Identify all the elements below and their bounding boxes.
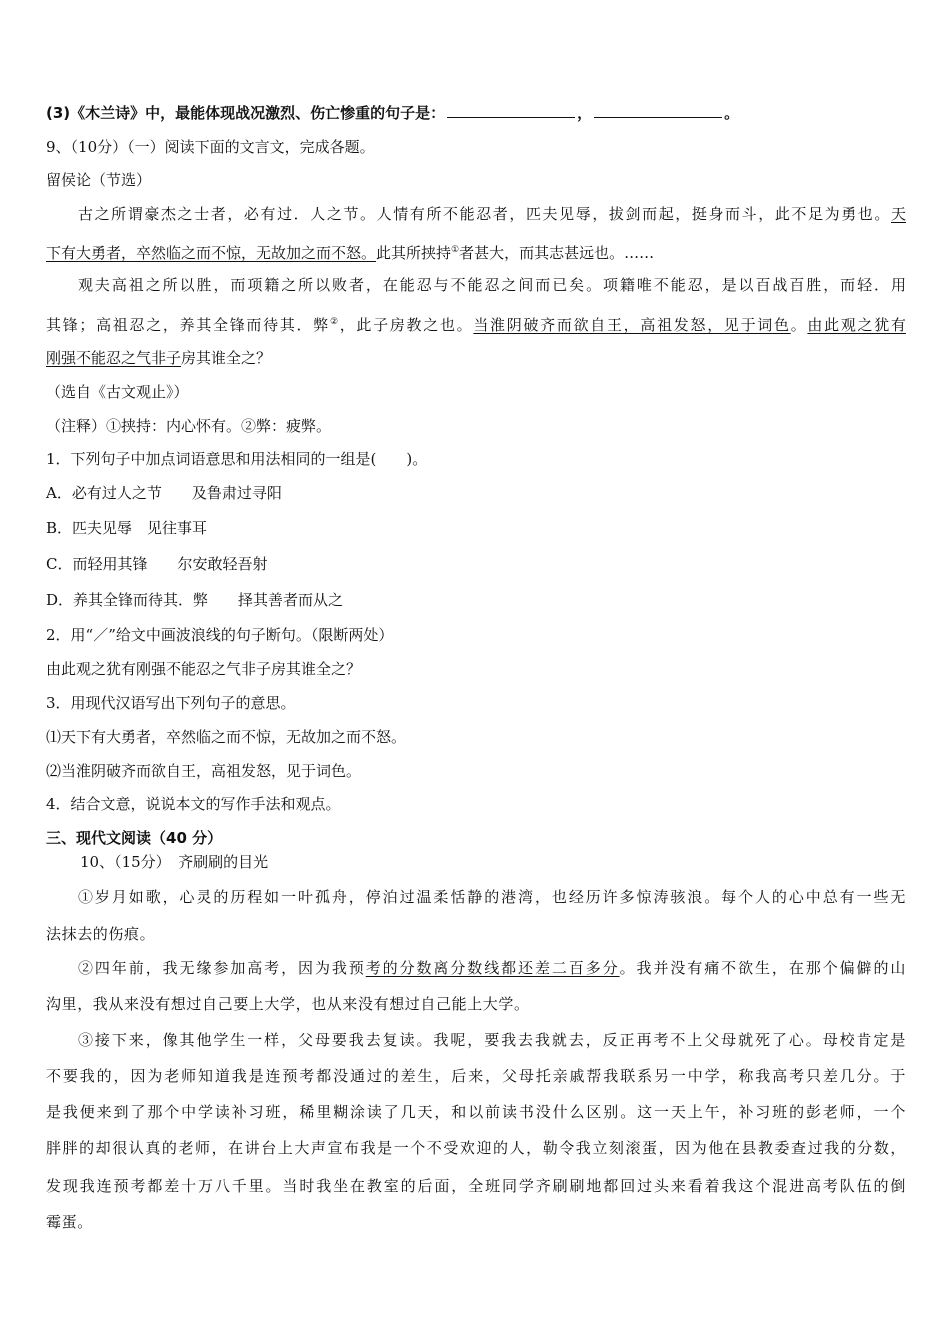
passage-para2-line1: 观夫高祖之所以胜，而项籍之所以败者，在能忍与不能忍之间而已矣。项籍唯不能忍，是以百战百胜，而轻．用 [78, 276, 906, 294]
option-b[interactable]: B．匹夫见辱 见往事耳 [46, 519, 208, 537]
question-10-header: 10、（15分） 齐刷刷的目光 [80, 853, 269, 871]
sub-question-1: 1．下列句子中加点词语意思和用法相同的一组是( )。 [46, 450, 428, 468]
sub-question-2: 2．用“／”给文中画波浪线的句子断句。（限断两处） [46, 626, 394, 644]
passage-source: （选自《古文观止》） [46, 383, 189, 401]
sub-question-3-item-2: ⑵当淮阴破齐而欲自王，高祖发怒，见于词色。 [46, 762, 362, 780]
sub-question-4: 4．结合文意，说说本文的写作手法和观点。 [46, 795, 341, 813]
passage-para1-line1: 古之所谓豪杰之士者，必有过．人之节。人情有所不能忍者，匹夫见辱，拔剑而起，挺身而斗，此不足为勇也。天 [78, 205, 906, 223]
essay-para1-line2: 法抹去的伤痕。 [46, 925, 156, 943]
passage-notes: （注释）①挟持：内心怀有。②弊：疲弊。 [46, 417, 332, 435]
essay-para1-line1: ①岁月如歌，心灵的历程如一叶孤舟，停泊过温柔恬静的港湾，也经历许多惊涛骇浪。每个人的心中总有一些无 [78, 888, 906, 906]
essay-para3-line6: 霉蛋。 [46, 1213, 93, 1231]
question-8-3: (3)《木兰诗》中，最能体现战况激烈、伤亡惨重的句子是： ， 。 [46, 104, 740, 122]
passage-para2-line2: 其锋；高祖忍之，养其全锋而待其．弊②，此子房教之也。当淮阴破齐而欲自王，高祖发怒，见于词色。由此观之犹有 [46, 316, 906, 334]
option-d[interactable]: D．养其全锋而待其．弊 择其善者而从之 [46, 591, 344, 609]
essay-para2-line2: 沟里，我从来没有想过自己要上大学，也从来没有想过自己能上大学。 [46, 995, 530, 1013]
option-a[interactable]: A．必有过人之节 及鲁肃过寻阳 [46, 484, 282, 502]
essay-para3-line1: ③接下来，像其他学生一样，父母要我去复读。我呢，要我去我就去，反正再考不上父母就死了心。母校肯定是 [78, 1031, 906, 1049]
section-3-title: 三、现代文阅读（40 分） [46, 829, 223, 847]
question-9-header: 9、（10分）（一）阅读下面的文言文，完成各题。 [46, 138, 375, 156]
essay-para3-line3: 是我便来到了那个中学读补习班，稀里糊涂读了几天，和以前读书没什么区别。这一天上午，补习班的彭老师，一个 [46, 1103, 906, 1121]
essay-para3-line5: 发现我连预考都差十万八千里。当时我坐在教室的后面，全班同学齐刷刷地都回过头来看着我这个混进高考队伍的倒 [46, 1177, 906, 1195]
sub-question-3: 3．用现代汉语写出下列句子的意思。 [46, 694, 296, 712]
answer-blank-2[interactable] [594, 103, 722, 118]
passage-title: 留侯论（节选） [46, 171, 152, 189]
option-c[interactable]: C．而轻用其锋 尔安敢轻吾射 [46, 555, 268, 573]
passage-para1-line2: 下有大勇者，卒然临之而不惊，无故加之而不怒。此其所挟持①者甚大，而其志甚远也。…… [46, 244, 655, 262]
answer-blank-1[interactable] [447, 103, 575, 118]
sub-question-2-text: 由此观之犹有刚强不能忍之气非子房其谁全之？ [46, 660, 362, 678]
sub-question-3-item-1: ⑴天下有大勇者，卒然临之而不惊，无故加之而不怒。 [46, 728, 407, 746]
essay-para3-line2: 不要我的，因为老师知道我是连预考都没通过的差生，后来，父母托亲戚帮我联系另一中学，称我高考只差几分。于 [46, 1067, 906, 1085]
essay-para2-line1: ②四年前，我无缘参加高考，因为我预考的分数离分数线都还差二百多分。我并没有痛不欲生，在那个偏僻的山 [78, 959, 907, 977]
passage-para2-line3: 刚强不能忍之气非子房其谁全之？ [46, 349, 272, 367]
essay-para3-line4: 胖胖的却很认真的老师，在讲台上大声宣布我是一个不受欢迎的人，勒令我立刻滚蛋，因为他在县教委查过我的分数， [46, 1139, 906, 1157]
